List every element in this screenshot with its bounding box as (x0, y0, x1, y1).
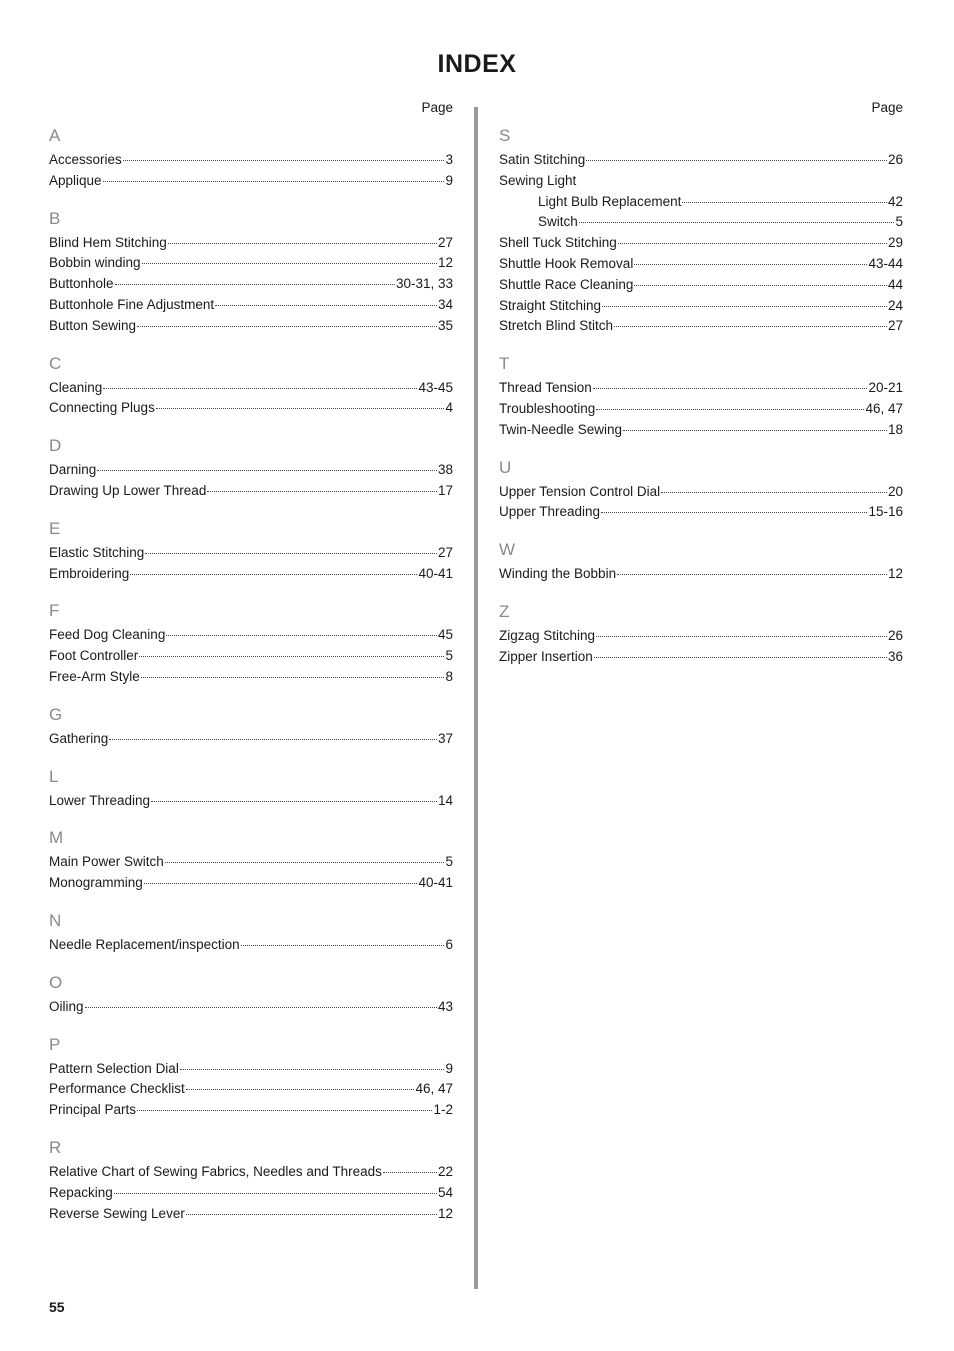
entry-label: Upper Tension Control Dial (499, 483, 661, 499)
index-entry (49, 378, 453, 399)
section-letter: N (49, 910, 62, 930)
section-letter: S (499, 126, 511, 145)
dot-leader (85, 1006, 437, 1008)
entry-label: Oiling (49, 998, 84, 1014)
entry-label: Satin Stitching (499, 152, 586, 167)
entry-label: Relative Chart of Sewing Fabrics, Needles and Threads (49, 1163, 382, 1179)
dot-leader (241, 944, 445, 946)
index-entry (49, 625, 453, 646)
entry-label: Free-Arm Style (49, 668, 140, 684)
entry-page: 34 (437, 296, 453, 312)
index-entry (49, 873, 453, 894)
index-entry (49, 646, 453, 667)
entry-page: 4 (445, 400, 453, 416)
dot-leader (579, 221, 895, 223)
column-divider (474, 107, 478, 1289)
dot-leader (144, 882, 418, 884)
index-entry (499, 564, 903, 585)
entry-label: Repacking (49, 1184, 113, 1200)
dot-leader (215, 304, 437, 306)
index-entry (49, 316, 453, 337)
entry-label: Blind Hem Stitching (49, 234, 167, 250)
section-letter: D (49, 436, 62, 456)
index-entry (499, 296, 903, 317)
page-number: 55 (49, 1299, 65, 1315)
entry-label: Shuttle Hook Removal (499, 255, 634, 271)
dot-leader (593, 387, 868, 389)
section-letter: O (49, 972, 63, 992)
index-subentry (499, 212, 903, 233)
index-entry (499, 254, 903, 275)
page-column-header: Page (871, 100, 903, 115)
entry-page: 40-41 (418, 565, 453, 581)
dot-leader (166, 634, 437, 636)
index-entry (49, 729, 453, 750)
entry-label: Troubleshooting (499, 400, 596, 416)
entry-page: 5 (445, 648, 453, 664)
index-entry (49, 1204, 453, 1225)
dot-leader (586, 159, 887, 161)
dot-leader (602, 305, 887, 307)
entry-page: 14 (437, 792, 453, 808)
dot-leader (142, 262, 437, 264)
dot-leader (634, 284, 887, 286)
dot-leader (596, 635, 887, 637)
section-letter: P (49, 1034, 61, 1054)
entry-label: Twin-Needle Sewing (499, 421, 623, 437)
entry-page: 15-16 (868, 504, 903, 520)
index-entry (49, 667, 453, 688)
entry-label: Foot Controller (49, 648, 139, 664)
entry-label: Accessories (49, 152, 122, 167)
entry-label: Stretch Blind Stitch (499, 318, 614, 334)
section-letter: F (49, 601, 60, 621)
entry-label: Upper Threading (499, 504, 601, 520)
index-entry (49, 791, 453, 812)
index-entry (499, 171, 903, 192)
entry-page: 1-2 (433, 1102, 453, 1118)
dot-leader (618, 242, 887, 244)
entry-label: Button Sewing (49, 317, 137, 333)
index-section-l (49, 763, 453, 812)
index-entry (49, 233, 453, 254)
dot-leader (115, 283, 395, 285)
entry-page: 43 (437, 998, 453, 1014)
index-entry (499, 150, 903, 171)
index-entry (49, 253, 453, 274)
entry-page: 43-45 (418, 379, 453, 395)
page-column-header: Page (421, 100, 453, 115)
dot-leader (383, 1171, 437, 1173)
index-section-o (49, 969, 453, 1018)
section-letter: Z (499, 601, 510, 621)
entry-page: 45 (437, 627, 453, 643)
index-section-a (49, 122, 453, 192)
index-section-c (49, 350, 453, 420)
index-sections (499, 122, 903, 668)
entry-page: 18 (887, 421, 903, 437)
index-entry (499, 233, 903, 254)
entry-label: Pattern Selection Dial (49, 1060, 179, 1076)
index-entry (49, 274, 453, 295)
index-section-d (49, 432, 453, 502)
index-entry (49, 1183, 453, 1204)
index-section-b (49, 205, 453, 337)
entry-label: Shell Tuck Stitching (499, 235, 617, 251)
entry-label: Zipper Insertion (499, 648, 593, 664)
entry-label: Feed Dog Cleaning (49, 627, 166, 643)
index-section-f (49, 597, 453, 687)
entry-label: Winding the Bobbin (499, 566, 617, 582)
entry-label: Needle Replacement/inspection (49, 936, 240, 952)
index-section-r (49, 1134, 453, 1224)
section-letter: T (499, 354, 510, 374)
entry-page: 38 (437, 462, 453, 478)
entry-label: Monogramming (49, 875, 143, 891)
entry-page: 26 (887, 627, 903, 643)
section-letter: L (49, 766, 59, 786)
section-letter: G (49, 704, 63, 724)
index-entry (49, 852, 453, 873)
index-subentry (499, 192, 903, 213)
entry-label: Straight Stitching (499, 297, 602, 313)
dot-leader (596, 408, 864, 410)
index-entry (49, 295, 453, 316)
section-letter: R (49, 1137, 62, 1157)
entry-page: 8 (445, 668, 453, 684)
index-section-n (49, 907, 453, 956)
entry-label: Buttonhole Fine Adjustment (49, 296, 215, 312)
section-letter: M (49, 828, 64, 848)
section-letter: U (499, 457, 512, 477)
entry-page: 46, 47 (865, 400, 903, 416)
entry-page: 9 (445, 172, 453, 188)
entry-page: 36 (887, 648, 903, 664)
index-entry (49, 1100, 453, 1121)
entry-label: Thread Tension (499, 380, 592, 396)
index-section-m (49, 824, 453, 894)
entry-page: 46, 47 (415, 1081, 453, 1097)
dot-leader (168, 242, 437, 244)
dot-leader (145, 552, 437, 554)
index-entry (499, 420, 903, 441)
entry-page: 12 (437, 1205, 453, 1221)
dot-leader (109, 738, 437, 740)
dot-leader (97, 469, 437, 471)
entry-page: 35 (437, 317, 453, 333)
index-section-t (499, 350, 903, 440)
entry-label: Cleaning (49, 379, 103, 395)
section-letter: W (499, 540, 516, 560)
entry-page: 40-41 (418, 875, 453, 891)
entry-label: Main Power Switch (49, 854, 164, 870)
index-entry (499, 626, 903, 647)
index-entry (49, 150, 453, 171)
entry-page: 29 (887, 235, 903, 251)
entry-label: Drawing Up Lower Thread (49, 482, 207, 498)
entry-page: 3 (445, 152, 453, 167)
entry-page: 30-31, 33 (395, 276, 453, 292)
index-entry (49, 1059, 453, 1080)
entry-label: Performance Checklist (49, 1081, 185, 1097)
entry-page: 26 (887, 152, 903, 167)
dot-leader (623, 429, 887, 431)
entry-page: 5 (445, 854, 453, 870)
index-entry (499, 378, 903, 399)
dot-leader (151, 800, 437, 802)
index-section-u (499, 454, 903, 524)
dot-leader (141, 676, 445, 678)
dot-leader (186, 1088, 415, 1090)
index-entry (499, 275, 903, 296)
dot-leader (156, 407, 445, 409)
section-letter: C (49, 353, 62, 373)
entry-label: Switch (538, 214, 578, 230)
dot-leader (130, 573, 417, 575)
index-entry (499, 502, 903, 523)
entry-page: 24 (887, 297, 903, 313)
index-sections (49, 122, 453, 1224)
entry-page: 27 (437, 544, 453, 560)
index-entry (49, 481, 453, 502)
index-section-g (49, 701, 453, 750)
dot-leader (601, 511, 867, 513)
dot-leader (137, 1109, 432, 1111)
index-left-column (49, 98, 453, 1237)
index-section-z (499, 598, 903, 668)
index-entry (499, 399, 903, 420)
entry-page: 20 (887, 483, 903, 499)
entry-page: 12 (887, 566, 903, 582)
index-section-e (49, 515, 453, 585)
entry-label: Gathering (49, 730, 109, 746)
entry-page: 17 (437, 482, 453, 498)
dot-leader (682, 201, 887, 203)
entry-page: 43-44 (868, 255, 903, 271)
index-entry (49, 171, 453, 192)
entry-label: Light Bulb Replacement (538, 193, 682, 209)
dot-leader (617, 573, 887, 575)
dot-leader (103, 180, 445, 182)
dot-leader (614, 325, 887, 327)
entry-page: 5 (895, 214, 903, 230)
index-section-w (499, 536, 903, 585)
entry-label: Principal Parts (49, 1102, 137, 1118)
entry-label: Zigzag Stitching (499, 627, 596, 643)
index-entry (49, 935, 453, 956)
entry-label: Buttonhole (49, 276, 114, 292)
dot-leader (634, 263, 867, 265)
index-entry (49, 398, 453, 419)
dot-leader (661, 491, 887, 493)
entry-page: 6 (445, 936, 453, 952)
index-entry (499, 647, 903, 668)
entry-label: Darning (49, 462, 97, 478)
index-entry (49, 460, 453, 481)
entry-page: 27 (437, 234, 453, 250)
index-section-s (499, 122, 903, 337)
dot-leader (594, 656, 887, 658)
dot-leader (180, 1068, 445, 1070)
entry-page: 27 (887, 318, 903, 334)
entry-page: 37 (437, 730, 453, 746)
dot-leader (139, 655, 444, 657)
index-entry (499, 316, 903, 337)
entry-page: 20-21 (868, 380, 903, 396)
entry-label: Connecting Plugs (49, 400, 155, 416)
dot-leader (165, 861, 445, 863)
entry-page: 44 (887, 276, 903, 292)
section-letter: A (49, 126, 61, 145)
dot-leader (137, 325, 437, 327)
entry-label: Lower Threading (49, 792, 151, 808)
dot-leader (207, 490, 437, 492)
entry-label: Sewing Light (499, 172, 577, 188)
index-entry (49, 1162, 453, 1183)
page-title: INDEX (437, 50, 517, 78)
entry-page: 9 (445, 1060, 453, 1076)
entry-label: Elastic Stitching (49, 544, 145, 560)
dot-leader (186, 1213, 437, 1215)
index-entry (49, 564, 453, 585)
dot-leader (123, 159, 445, 161)
section-letter: E (49, 518, 61, 538)
entry-label: Applique (49, 172, 102, 188)
index-entry (49, 1079, 453, 1100)
index-right-column (499, 98, 903, 681)
entry-page: 42 (887, 193, 903, 209)
entry-label: Embroidering (49, 565, 130, 581)
dot-leader (114, 1192, 437, 1194)
index-entry (49, 543, 453, 564)
index-entry (49, 997, 453, 1018)
index-section-p (49, 1031, 453, 1121)
entry-page: 54 (437, 1184, 453, 1200)
entry-label: Shuttle Race Cleaning (499, 276, 634, 292)
section-letter: B (49, 208, 61, 228)
index-entry (499, 482, 903, 503)
entry-label: Bobbin winding (49, 255, 141, 271)
entry-page: 22 (437, 1163, 453, 1179)
entry-page: 12 (437, 255, 453, 271)
dot-leader (103, 387, 417, 389)
entry-label: Reverse Sewing Lever (49, 1205, 185, 1221)
